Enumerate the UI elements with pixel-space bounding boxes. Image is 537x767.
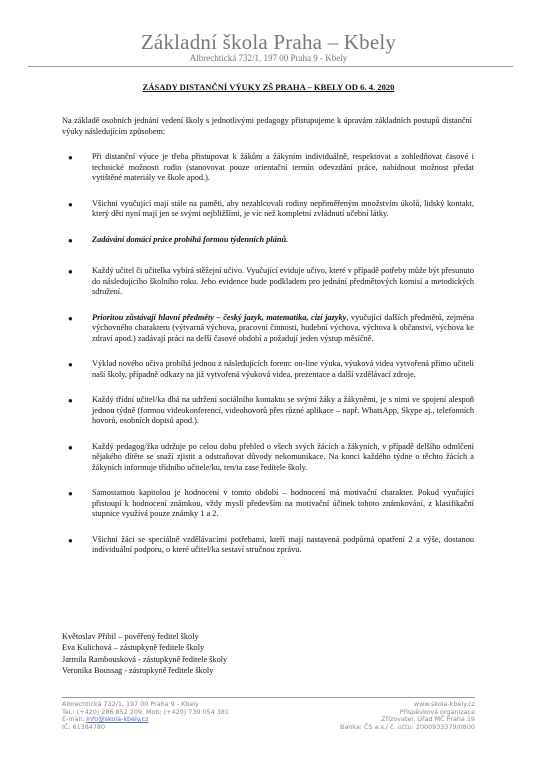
- bullet-icon: ●: [68, 442, 73, 452]
- bullet-icon: ●: [68, 535, 73, 545]
- intro-paragraph: Na základě osobních jednání vedení školy s jednotlivými pedagogy přistupujeme k úpravám základních postupů distanční výuky následujícím způsobem:: [62, 116, 472, 136]
- list-item: [62, 235, 474, 246]
- rules-list: [62, 152, 474, 571]
- bullet-icon: ●: [68, 267, 73, 276]
- bullet-icon: ●: [68, 199, 73, 209]
- signature-line: Eva Kulichová – zástupkyně ředitele školy: [62, 643, 205, 653]
- list-item: [62, 488, 474, 520]
- footer-ic: IČ: 61384780: [62, 723, 106, 732]
- bullet-icon: ●: [68, 153, 73, 162]
- footer-bank: Banka: ČS a.s./ č. účtu: 2000933379/0800: [339, 723, 475, 732]
- bullet-icon: ●: [68, 360, 73, 369]
- footer-email-label: E-mail:: [62, 715, 87, 724]
- school-address: Albrechtická 732/1, 197 00 Praha 9 - Kbely: [189, 53, 348, 63]
- list-item-text-bold: Zadávání domácí práce probíhá formou týdenních plánů.: [92, 234, 289, 244]
- footer-organization: [255, 701, 475, 732]
- list-item-text: Při distanční výuce je třeba přistupovat k žákům a žákyním individuálně, respektovat a zohledňovat časové i technické možnosti rodin (stanovovat pouze orientační termín odevzdání práce, nabídnout možnost předat vytištěné materiály ve škole apod.).: [92, 152, 474, 182]
- footer-org-type: Příspěvková organizace: [399, 707, 475, 716]
- list-item: [62, 199, 474, 220]
- list-item: [62, 535, 474, 556]
- list-item: [62, 395, 474, 427]
- bullet-icon: ●: [68, 235, 73, 245]
- footer-web: www.skola-kbely.cz: [413, 700, 475, 708]
- signature-line: Květoslav Přibil – pověřený ředitel školy: [62, 632, 199, 641]
- document-title: ZÁSADY DISTANČNÍ VÝUKY ZŠ PRAHA – KBELY OD 6. 4. 2020: [142, 82, 395, 92]
- list-item: [62, 442, 474, 474]
- list-item-text: Každý třídní učitel/ka dbá na udržení sociálního kontaktu se svými žáky a žákyněmi, je s nimi ve spojení alespoň jednou týdně (formou videokonferencí, videohovorů přes různé aplikace – např. WhatsApp, Skype aj., telefonních hovorů, osobních dopisů apod.).: [92, 395, 474, 425]
- header-divider: [28, 66, 513, 67]
- footer-phone: Tel.: (+420) 286 852 209, Mob: (+420) 739 054 381: [62, 707, 229, 716]
- list-item: [62, 152, 474, 184]
- signature-line: Jarmila Rambousková - zástupkyně ředitele školy: [62, 654, 228, 664]
- list-item-text-bold: Prioritou zůstávají hlavní předměty – český jazyk, matematika, cizí jazyky: [92, 312, 347, 322]
- footer-email-link[interactable]: info@skola-kbely.cz: [86, 715, 149, 724]
- list-item-text: Každý učitel či učitelka vybírá stěžejní učivo. Vyučující eviduje učivo, které v případě potřeby může být přesunuto do následujícího školního roku. Jeho evidence bude podkladem pro jednání předmětových komisí a metodických sdružení.: [92, 266, 474, 296]
- footer-founder: Zřizovatel: Úřad MČ Praha 19: [381, 715, 475, 724]
- list-item-text: Samostatnou kapitolou je hodnocení v tomto období – hodnocení má motivační charakter. Pokud vyučující přistoupí k hodnocení známkou, vždy myslí především na motivační účinek tohoto známkování, z klasifikační stupnice využívá pouze známky 1 a 2.: [92, 488, 474, 518]
- signature-line: Veronika Boussag - zástupkyně ředitele školy: [62, 665, 214, 675]
- list-item-text: Všichni vyučující mají stále na paměti, aby nezahlcovali rodiny nepřiměřeným množstvím úkolů, lidský kontakt, který děti nyní mají jen se svými nejbližšími, je víc než kompletní zvládnutí učební látky.: [92, 198, 474, 218]
- signatures-block: [62, 631, 362, 676]
- list-item: [62, 359, 474, 380]
- footer-address: Albrechtická 732/1, 197 00 Praha 9 - Kbely: [62, 700, 199, 708]
- list-item: [62, 313, 474, 345]
- list-item-text: Každý pedagog/žka udržuje po celou dobu přehled o všech svých žácích a žákyních, v případě delšího odmlčení nějakého dítěte se snaží zjistit a odstraňovat důvody nekomunikace. Na konci každého týdne o těchto žácích a žákyních informuje třídního učitele/ku, ten/ta zase ředitele školy.: [92, 441, 474, 472]
- list-item: [62, 266, 474, 298]
- bullet-icon: ●: [68, 489, 73, 498]
- list-item-text: Všichni žáci se speciálně vzdělávacími potřebami, kteří mají nastavená podpůrná opatření 2 a výše, dostanou individuální podporu, o které učitel/ka sestaví stručnou zprávu.: [92, 534, 474, 554]
- footer-contact: [62, 701, 282, 732]
- school-name: Základní škola Praha – Kbely: [140, 30, 397, 54]
- bullet-icon: ●: [68, 396, 73, 405]
- footer-divider: [62, 697, 475, 698]
- bullet-icon: ●: [68, 313, 73, 323]
- list-item-text: , vyučující dalších předmětů, zejména výchovného charakteru (výtvarná výchova, pracovní činnosti, hudební výchova, výchova k občanství, výchova ke zdraví apod.) zadávají práci na delší časové období a požadují jeden výstup měsíčně.: [92, 312, 474, 343]
- list-item-text: Výklad nového učiva probíhá jednou z následujících forem: on-line výuka, výuková videa vytvořená přímo učiteli naší školy, případně odkazy na již vytvořená výuková videa, prezentace a další vzdělávací zdroje.: [92, 359, 474, 379]
